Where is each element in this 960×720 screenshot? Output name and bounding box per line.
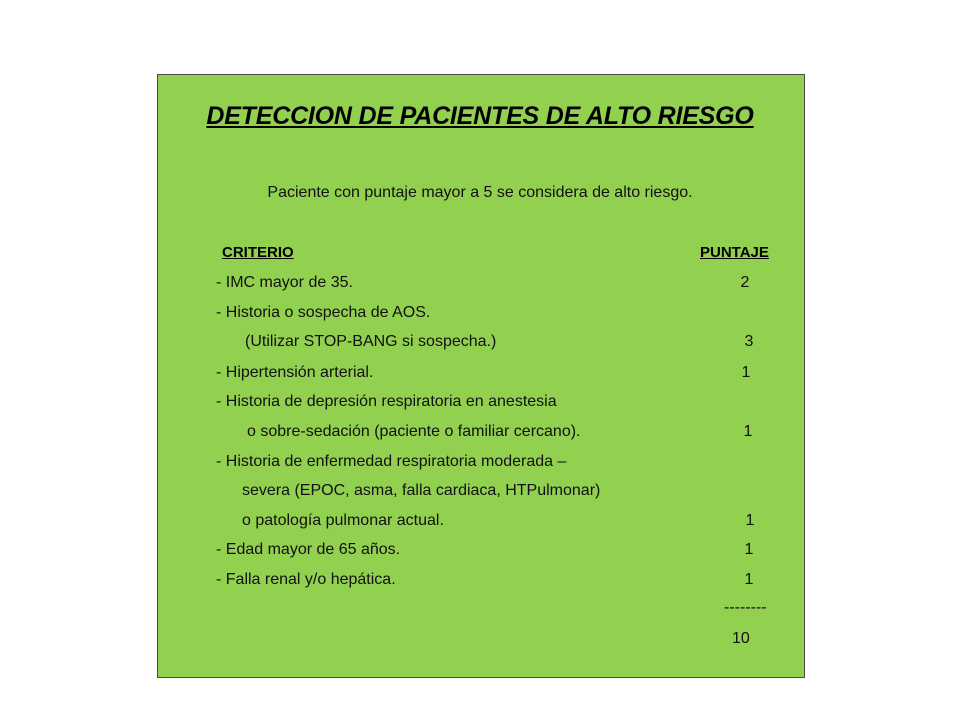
total-score: 10 — [732, 630, 750, 647]
page-title: DETECCION DE PACIENTES DE ALTO RIESGO — [206, 102, 754, 130]
criterion-hipertension: - Hipertensión arterial. — [216, 364, 374, 381]
criterion-aos: - Historia o sospecha de AOS. — [216, 304, 431, 321]
criterio-header: CRITERIO — [222, 244, 294, 261]
criterion-falla-renal: - Falla renal y/o hepática. — [216, 571, 396, 588]
criterion-enfermedad-detail: severa (EPOC, asma, falla cardiaca, HTPulmonar) — [242, 482, 601, 499]
total-separator: -------- — [724, 599, 767, 616]
criterion-depresion-detail: o sobre-sedación (paciente o familiar cercano). — [247, 423, 581, 440]
score-enfermedad: 1 — [745, 512, 755, 529]
score-edad: 1 — [744, 541, 754, 558]
criterion-aos-detail: (Utilizar STOP-BANG si sospecha.) — [245, 333, 497, 350]
criterion-enfermedad-actual: o patología pulmonar actual. — [242, 512, 444, 529]
score-imc: 2 — [740, 274, 750, 291]
score-depresion: 1 — [743, 423, 753, 440]
criterion-imc: - IMC mayor de 35. — [216, 274, 353, 291]
puntaje-header: PUNTAJE — [700, 244, 769, 261]
intro-text: Paciente con puntaje mayor a 5 se considera de alto riesgo. — [267, 184, 693, 201]
score-hipertension: 1 — [741, 364, 751, 381]
criterion-edad: - Edad mayor de 65 años. — [216, 541, 401, 558]
criterion-enfermedad: - Historia de enfermedad respiratoria moderada – — [216, 453, 567, 470]
score-falla-renal: 1 — [744, 571, 754, 588]
score-aos: 3 — [744, 333, 754, 350]
criterion-depresion: - Historia de depresión respiratoria en anestesia — [216, 393, 557, 410]
